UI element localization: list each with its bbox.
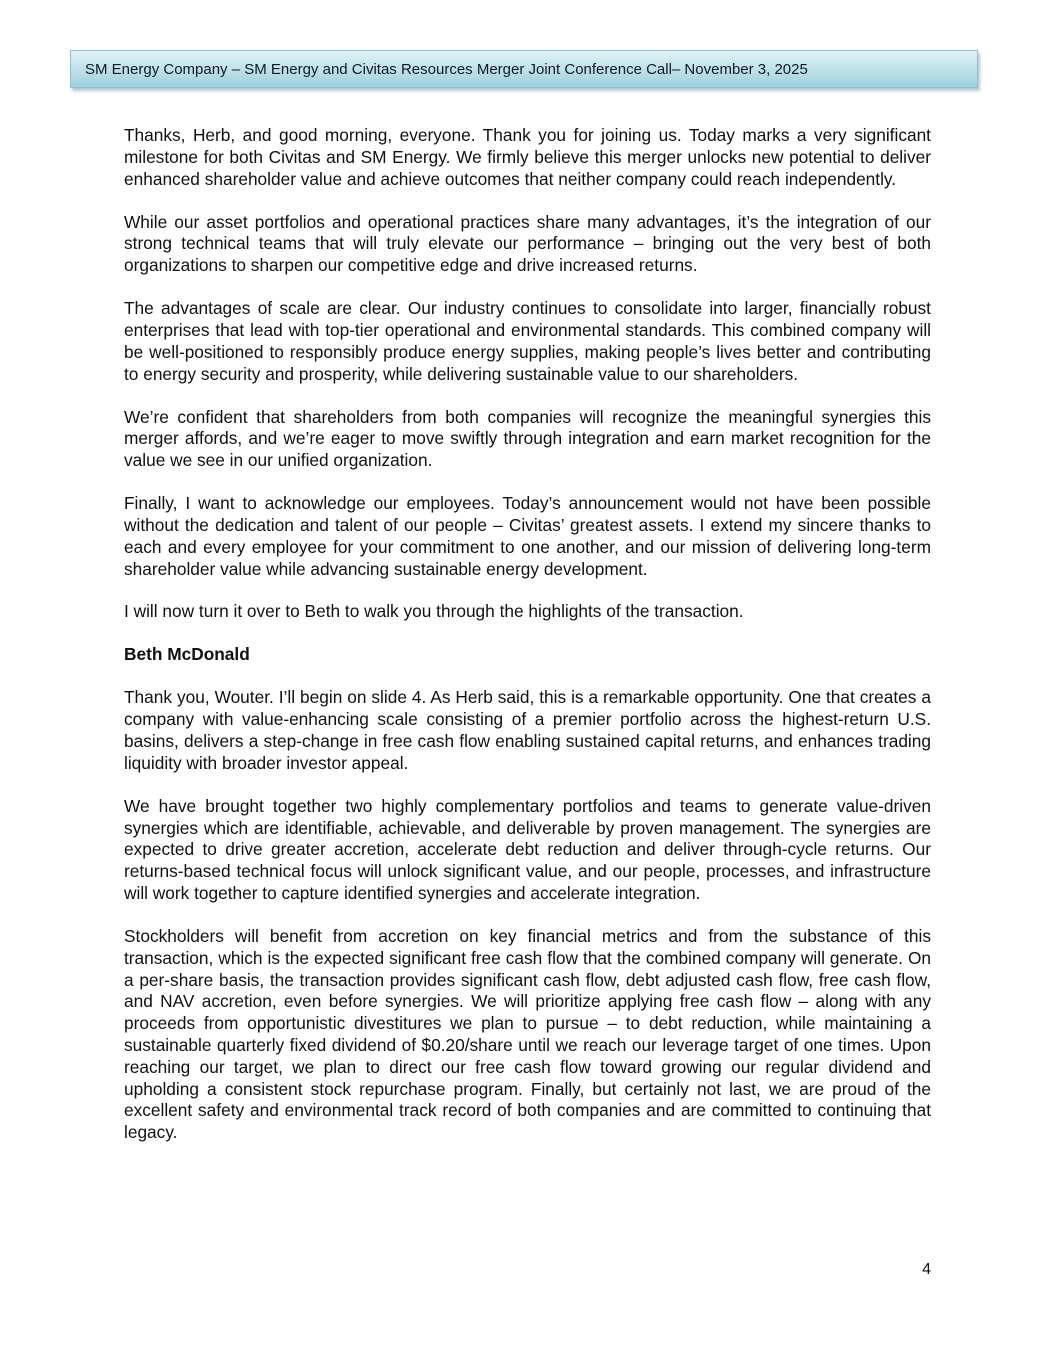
document-header [70, 50, 978, 88]
paragraph: We have brought together two highly complementary portfolios and teams to generate value-driven synergies which are identifiable, achievable, and deliverable by proven management. The synergies are expected to drive greater accretion, accelerate debt reduction and deliver through-cycle returns. Our returns-based technical focus will unlock significant value, and our people, processes, and infrastructure will work together to capture identified synergies and accelerate integration. [124, 795, 931, 904]
paragraph: I will now turn it over to Beth to walk you through the highlights of the transaction. [124, 601, 744, 622]
paragraph: Stockholders will benefit from accretion on key financial metrics and from the substance of this transaction, which is the expected significant free cash flow that the combined company will generate. On a per-share basis, the transaction provides significant cash flow, debt adjusted cash flow, free cash flow, and NAV accretion, even before synergies. We will prioritize applying free cash flow – along with any proceeds from opportunistic divestitures we plan to pursue – to debt reduction, while maintaining a sustainable quarterly fixed dividend of $0.20/share until we reach our leverage target of one times. Upon reaching our target, we plan to direct our free cash flow toward growing our regular dividend and upholding a consistent stock repurchase program. Finally, but certainly not last, we are proud of the excellent safety and environmental track record of both companies and are committed to continuing that legacy. [124, 926, 931, 1143]
speaker-name: Beth McDonald [124, 644, 250, 665]
paragraph: We’re confident that shareholders from both companies will recognize the meaningful synergies this merger affords, and we’re eager to move swiftly through integration and earn market recognition for the value we see in our unified organization. [124, 406, 931, 471]
header-title: SM Energy Company – SM Energy and Civitas Resources Merger Joint Conference Call– November 3, 2025 [85, 61, 808, 78]
page-number: 4 [922, 1261, 931, 1278]
paragraph: While our asset portfolios and operational practices share many advantages, it’s the integration of our strong technical teams that will truly elevate our performance – bringing out the very best of both organizations to sharpen our competitive edge and drive increased returns. [124, 211, 931, 276]
paragraph: Thank you, Wouter. I’ll begin on slide 4. As Herb said, this is a remarkable opportunity. One that creates a company with value-enhancing scale consisting of a premier portfolio across the highest-return U.S. basins, delivers a step-change in free cash flow enabling sustained capital returns, and enhances trading liquidity with broader investor appeal. [124, 687, 931, 773]
paragraph: Finally, I want to acknowledge our employees. Today’s announcement would not have been possible without the dedication and talent of our people – Civitas’ greatest assets. I extend my sincere thanks to each and every employee for your commitment to one another, and our mission of delivering long-term shareholder value while advancing sustainable energy development. [124, 493, 931, 579]
paragraph: Thanks, Herb, and good morning, everyone. Thank you for joining us. Today marks a very significant milestone for both Civitas and SM Energy. We firmly believe this merger unlocks new potential to deliver enhanced shareholder value and achieve outcomes that neither company could reach independently. [124, 125, 931, 189]
transcript-body [124, 125, 931, 1165]
paragraph: The advantages of scale are clear. Our industry continues to consolidate into larger, financially robust enterprises that lead with top-tier operational and environmental standards. This combined company will be well-positioned to responsibly produce energy supplies, making people’s lives better and contributing to energy security and prosperity, while delivering sustainable value to our shareholders. [124, 298, 931, 384]
